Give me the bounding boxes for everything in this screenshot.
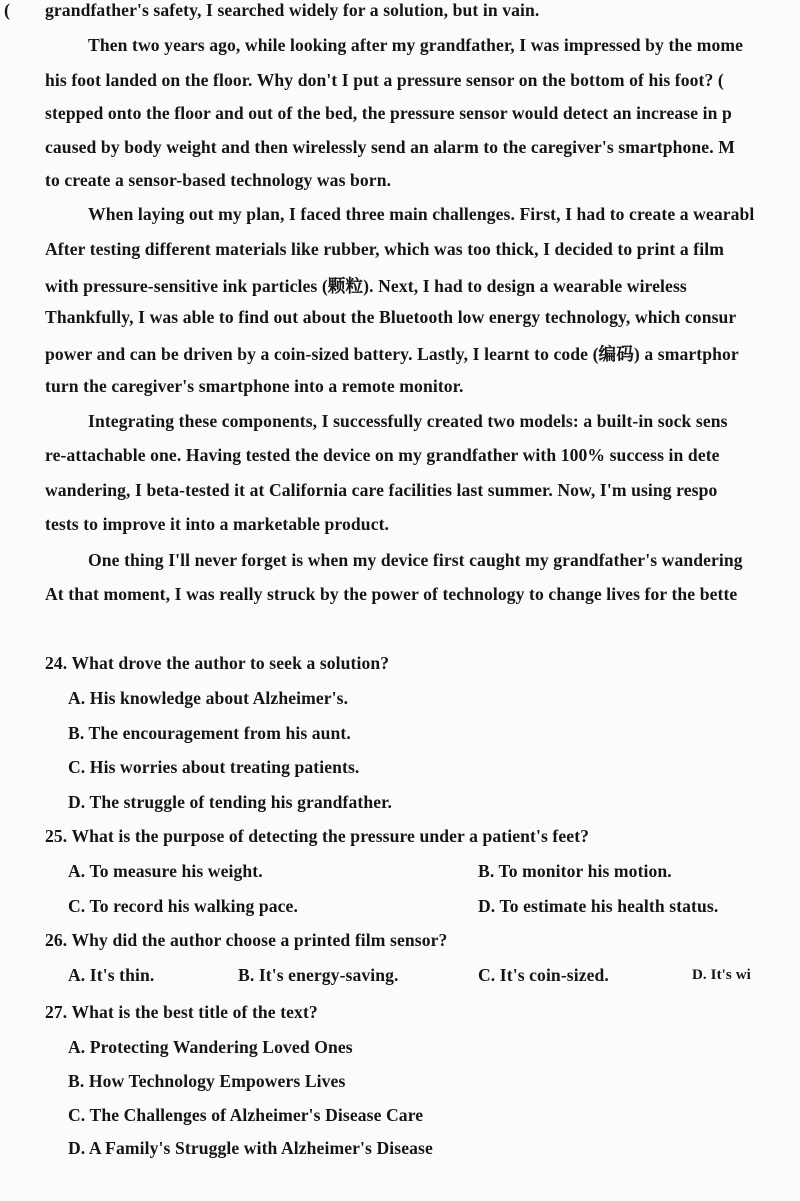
passage-line: One thing I'll never forget is when my device first caught my grandfather's wandering xyxy=(88,550,743,570)
passage-line: tests to improve it into a marketable product. xyxy=(45,514,390,534)
answer-option[interactable]: A. To measure his weight. xyxy=(68,861,263,881)
passage-line: power and can be driven by a coin-sized battery. Lastly, I learnt to code (编码) a smartphor xyxy=(45,344,739,364)
answer-option[interactable]: D. To estimate his health status. xyxy=(478,896,719,916)
passage-line: turn the caregiver's smartphone into a remote monitor. xyxy=(45,376,464,396)
passage-line: At that moment, I was really struck by the power of technology to change lives for the bette xyxy=(45,584,738,604)
passage-line: caused by body weight and then wirelessly send an alarm to the caregiver's smartphone. M xyxy=(45,137,735,157)
answer-option[interactable]: B. It's energy-saving. xyxy=(238,965,399,985)
passage-line: Thankfully, I was able to find out about the Bluetooth low energy technology, which consur xyxy=(45,307,737,327)
passage-line: wandering, I beta-tested it at California care facilities last summer. Now, I'm using respo xyxy=(45,480,718,500)
answer-option[interactable]: C. It's coin-sized. xyxy=(478,965,609,985)
answer-option[interactable]: B. To monitor his motion. xyxy=(478,861,672,881)
answer-option[interactable]: D. The struggle of tending his grandfather. xyxy=(68,792,392,812)
question-stem: 25. What is the purpose of detecting the pressure under a patient's feet? xyxy=(45,826,590,846)
answer-option[interactable]: A. Protecting Wandering Loved Ones xyxy=(68,1037,353,1057)
answer-option[interactable]: C. His worries about treating patients. xyxy=(68,757,360,777)
passage-line: Integrating these components, I successfully created two models: a built-in sock sens xyxy=(88,411,728,431)
passage-line: After testing different materials like rubber, which was too thick, I decided to print a film xyxy=(45,239,724,259)
answer-option[interactable]: D. A Family's Struggle with Alzheimer's Disease xyxy=(68,1138,433,1158)
passage-line: Then two years ago, while looking after my grandfather, I was impressed by the mome xyxy=(88,35,744,55)
answer-option[interactable]: A. His knowledge about Alzheimer's. xyxy=(68,688,349,708)
question-stem: 26. Why did the author choose a printed film sensor? xyxy=(45,930,448,950)
question-stem: 24. What drove the author to seek a solution? xyxy=(45,653,390,673)
passage-line: his foot landed on the floor. Why don't I put a pressure sensor on the bottom of his foot? ( xyxy=(45,70,724,90)
answer-option[interactable]: D. It's wi xyxy=(692,967,751,983)
question-stem: 27. What is the best title of the text? xyxy=(45,1002,318,1022)
answer-option[interactable]: C. To record his walking pace. xyxy=(68,896,298,916)
passage-line: grandfather's safety, I searched widely for a solution, but in vain. xyxy=(45,0,540,20)
passage-line: stepped onto the floor and out of the bed, the pressure sensor would detect an increase in p xyxy=(45,103,732,123)
passage-line: When laying out my plan, I faced three main challenges. First, I had to create a wearabl xyxy=(88,204,755,224)
answer-option[interactable]: A. It's thin. xyxy=(68,965,155,985)
answer-option[interactable]: C. The Challenges of Alzheimer's Disease Care xyxy=(68,1105,424,1125)
answer-option[interactable]: B. How Technology Empowers Lives xyxy=(68,1071,346,1091)
margin-bracket-mark: ( xyxy=(4,0,10,20)
passage-line: re-attachable one. Having tested the device on my grandfather with 100% success in dete xyxy=(45,445,720,465)
passage-line: to create a sensor-based technology was born. xyxy=(45,170,392,190)
passage-line: with pressure-sensitive ink particles (颗粒). Next, I had to design a wearable wireless xyxy=(45,276,687,296)
answer-option[interactable]: B. The encouragement from his aunt. xyxy=(68,723,351,743)
